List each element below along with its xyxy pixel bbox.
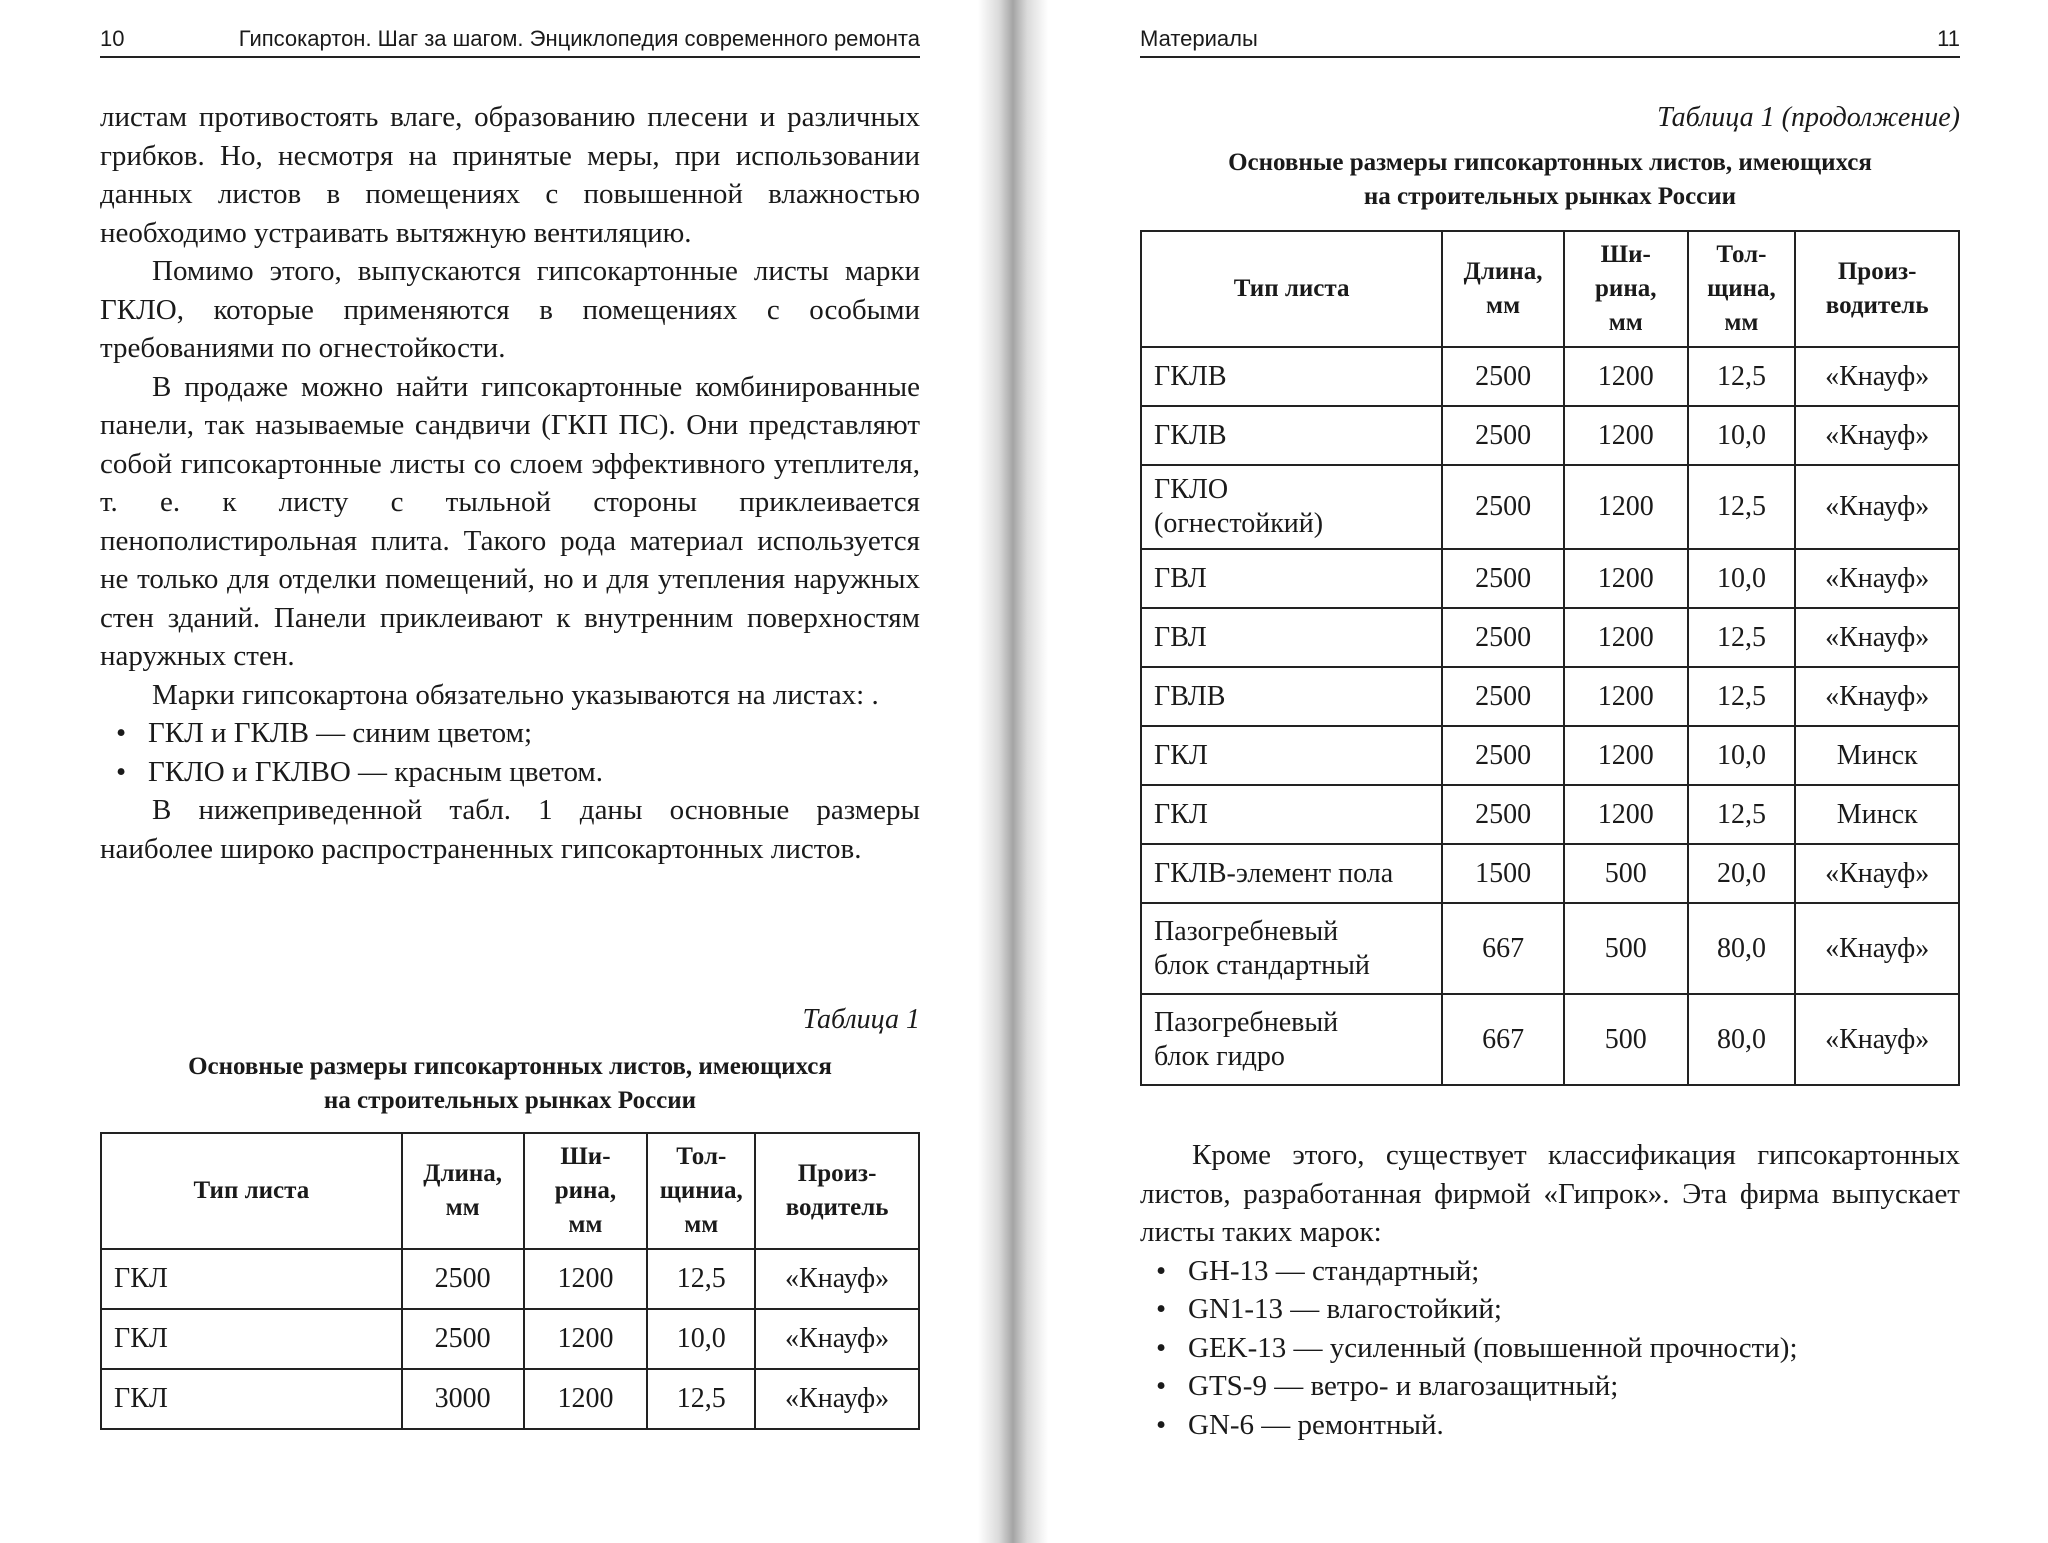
bullet-icon: • bbox=[1156, 1370, 1167, 1402]
table-row: ГВЛ 2500 1200 10,0 «Кнауф» bbox=[1141, 549, 1959, 608]
col-maker: Произ- водитель bbox=[1795, 231, 1959, 347]
table-label: Таблица 1 bbox=[802, 1004, 920, 1035]
right-body-text bbox=[1140, 1136, 1960, 1444]
left-running-head bbox=[100, 26, 920, 58]
table-header-row bbox=[101, 1133, 919, 1249]
table-row: ГКЛ 2500 1200 10,0 «Кнауф» bbox=[101, 1309, 919, 1369]
paragraph: Марки гипсокартона обязательно указываются на листах: . bbox=[152, 678, 879, 711]
list-item: • GTS-9 — ветро- и влагозащитный; bbox=[1188, 1367, 1960, 1406]
bullet-icon: • bbox=[1156, 1254, 1167, 1287]
left-page bbox=[100, 0, 920, 1543]
table-label: Таблица 1 (продолжение) bbox=[1657, 102, 1960, 133]
table-row: ГКЛВ 2500 1200 12,5 «Кнауф» bbox=[1141, 347, 1959, 406]
right-running-title: Материалы bbox=[1140, 26, 1258, 51]
dimensions-table bbox=[100, 1132, 920, 1430]
table-row: ГКЛВ 2500 1200 10,0 «Кнауф» bbox=[1141, 406, 1959, 465]
paragraph: Кроме этого, существует классификация гипсокартонных листов, разработанная фирмой «Гипрок». Эта фирма выпускает листы таких марок: bbox=[1140, 1139, 1960, 1248]
table-row: ГКЛ 2500 1200 12,5 «Кнауф» bbox=[101, 1249, 919, 1309]
bullet-icon: • bbox=[1156, 1331, 1167, 1364]
col-maker: Произ- водитель bbox=[755, 1133, 919, 1249]
col-length: Длина, мм bbox=[1442, 231, 1564, 347]
col-thickness: Тол- щина, мм bbox=[1688, 231, 1796, 347]
col-thickness: Тол- щиниа, мм bbox=[647, 1133, 755, 1249]
paragraph: В нижеприведенной табл. 1 даны основные размеры наиболее широко распространенных гипсокартонных листов. bbox=[100, 794, 920, 865]
bullet-list bbox=[100, 714, 920, 791]
list-item: • GH-13 — стандартный; bbox=[1188, 1252, 1960, 1291]
table-row: ГВЛВ 2500 1200 12,5 «Кнауф» bbox=[1141, 667, 1959, 726]
list-item: • GN1-13 — влагостойкий; bbox=[1188, 1290, 1960, 1329]
right-page bbox=[1140, 0, 1960, 1543]
table-row: ГВЛ 2500 1200 12,5 «Кнауф» bbox=[1141, 608, 1959, 667]
book-gutter bbox=[978, 0, 1048, 1543]
right-running-head bbox=[1140, 26, 1960, 58]
right-page-number: 11 bbox=[1937, 26, 1960, 51]
paragraph: В продаже можно найти гипсокартонные комбинированные панели, так называемые сандвичи (ГКП ПС). Они представляют собой гипсокартонные листы со слоем эффективного утеплителя, т. е. к листу с тыльной стороны приклеивается пенополистирольная плита. Такого рода материал используется не только для отделки помещений, но и для утепления наружных стен зданий. Панели приклеивают к внутренним поверхностям наружных стен. bbox=[100, 370, 920, 672]
paragraph: Помимо этого, выпускаются гипсокартонные листы марки ГКЛО, которые применяются в помещениях с особыми требованиями по огнестойкости. bbox=[100, 255, 920, 364]
list-item: • GN-6 — ремонтный. bbox=[1188, 1406, 1960, 1445]
table-caption: Основные размеры гипсокартонных листов, имеющихся на строительных рынках России bbox=[188, 1053, 832, 1114]
table-row: Пазогребневый блок стандартный 667 500 80,0 «Кнауф» bbox=[1141, 903, 1959, 994]
bullet-icon: • bbox=[116, 717, 127, 749]
paragraph: листам противостоять влаге, образованию плесени и различных грибков. Но, несмотря на принятые меры, при использовании данных листов в помещениях с повышенной влажностью необходимо устраивать вытяжную вентиляцию. bbox=[100, 101, 920, 249]
table-row: ГКЛВ-элемент пола 1500 500 20,0 «Кнауф» bbox=[1141, 844, 1959, 903]
left-running-title: Гипсокартон. Шаг за шагом. Энциклопедия современного ремонта bbox=[238, 26, 920, 51]
bullet-icon: • bbox=[1156, 1293, 1167, 1325]
bullet-icon: • bbox=[116, 755, 127, 788]
bullet-list bbox=[1140, 1252, 1960, 1445]
list-item: • ГКЛ и ГКЛВ — синим цветом; bbox=[148, 714, 920, 753]
table-row: ГКЛ 3000 1200 12,5 «Кнауф» bbox=[101, 1369, 919, 1429]
table-header-row bbox=[1141, 231, 1959, 347]
list-item: • ГКЛО и ГКЛВО — красным цветом. bbox=[148, 753, 920, 792]
table-row: ГКЛ 2500 1200 12,5 Минск bbox=[1141, 785, 1959, 844]
table-row: ГКЛ 2500 1200 10,0 Минск bbox=[1141, 726, 1959, 785]
col-type: Тип листа bbox=[1141, 231, 1442, 347]
dimensions-table-continued bbox=[1140, 230, 1960, 1086]
table-row: Пазогребневый блок гидро 667 500 80,0 «Кнауф» bbox=[1141, 994, 1959, 1085]
bullet-icon: • bbox=[1156, 1408, 1167, 1441]
list-item: • GEK-13 — усиленный (повышенной прочности); bbox=[1188, 1329, 1960, 1368]
table-row: ГКЛО (огнестойкий) 2500 1200 12,5 «Кнауф» bbox=[1141, 465, 1959, 549]
col-width: Ши- рина, мм bbox=[524, 1133, 648, 1249]
left-body-text bbox=[100, 98, 920, 868]
col-type: Тип листа bbox=[101, 1133, 402, 1249]
left-page-number: 10 bbox=[100, 26, 125, 51]
col-length: Длина, мм bbox=[402, 1133, 524, 1249]
table-caption: Основные размеры гипсокартонных листов, имеющихся на строительных рынках России bbox=[1228, 149, 1872, 210]
col-width: Ши- рина, мм bbox=[1564, 231, 1688, 347]
